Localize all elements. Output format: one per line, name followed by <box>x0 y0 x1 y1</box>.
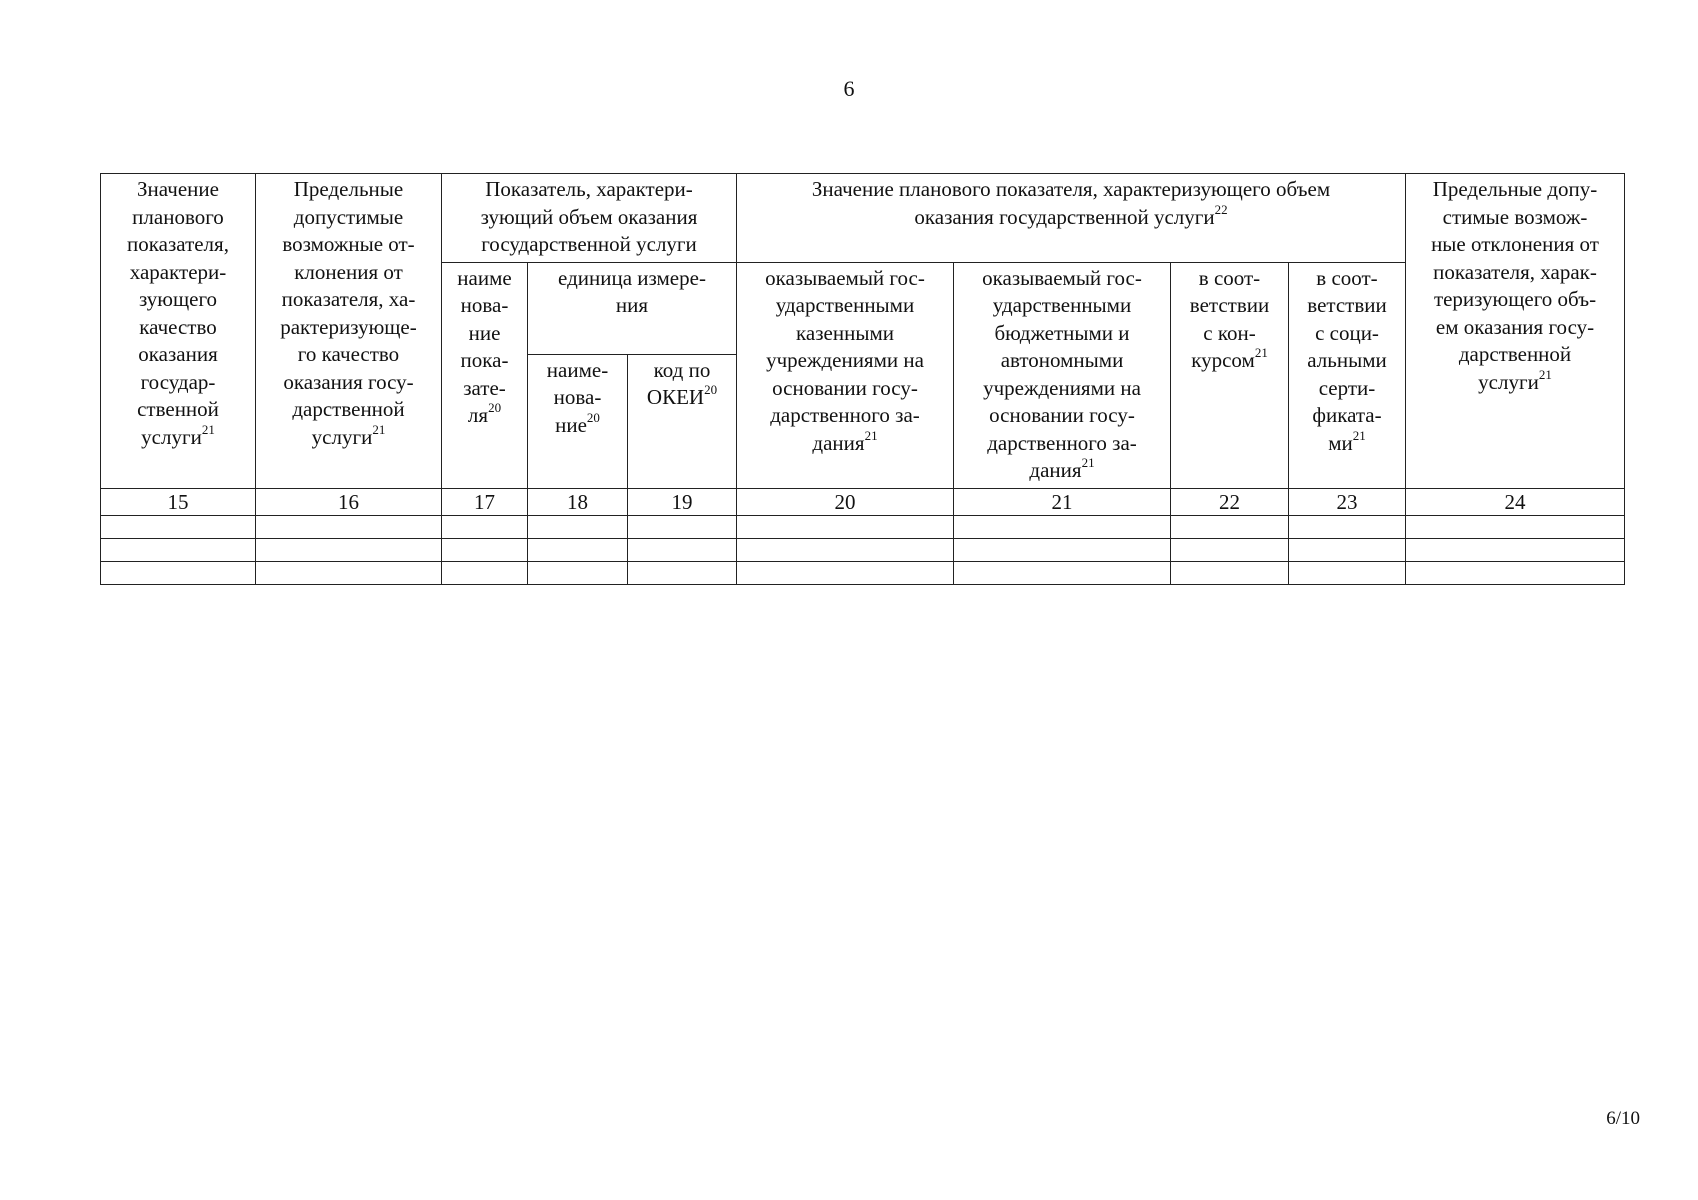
header-cell-23: в соот- ветствии с соци- альными серти- фиката- $ми^{21}$ <box>1289 262 1406 488</box>
table-cell[interactable] <box>528 561 628 584</box>
header-row-1 <box>101 174 1625 263</box>
footnote-ref: 22 <box>1214 201 1228 217</box>
table-cell[interactable] <box>442 515 528 538</box>
table-row <box>101 538 1625 561</box>
footnote-ref: 20 <box>488 400 502 415</box>
page-counter: 6/10 <box>1606 1108 1640 1129</box>
table-cell[interactable] <box>737 515 954 538</box>
table-cell[interactable] <box>101 515 256 538</box>
table-cell[interactable] <box>954 515 1171 538</box>
header-cell-20: оказываемый гос- ударственными казенными учреждениями на основании госу- дарственного за- дания$^{21}$ <box>737 262 954 488</box>
table-cell[interactable] <box>256 561 442 584</box>
column-number: 18 <box>528 488 628 515</box>
table-cell[interactable] <box>737 561 954 584</box>
column-number: 21 <box>954 488 1171 515</box>
table-cell[interactable] <box>1406 515 1625 538</box>
page-number: 6 <box>843 76 855 101</box>
table-cell[interactable] <box>628 538 737 561</box>
table-cell[interactable] <box>1289 515 1406 538</box>
table-cell[interactable] <box>442 561 528 584</box>
column-number: 19 <box>628 488 737 515</box>
header-group-plan-value: Значение планового показателя, характеризующего объем оказания государственной услуги$^{22}$ <box>737 174 1406 263</box>
footnote-ref: 21 <box>864 427 878 443</box>
header-cell-18: наиме- нова- ние$^{20}$ <box>528 354 628 488</box>
column-number: 17 <box>442 488 528 515</box>
header-group-indicator: Показатель, характери- зующий объем оказания государственной услуги <box>442 174 737 263</box>
table-cell[interactable] <box>528 538 628 561</box>
header-cell-17: наиме нова- ние пока- зате- $ля^{20}$ <box>442 262 528 488</box>
table-cell[interactable] <box>737 538 954 561</box>
column-number: 16 <box>256 488 442 515</box>
table-cell[interactable] <box>628 561 737 584</box>
table-cell[interactable] <box>1171 538 1289 561</box>
footnote-ref: 21 <box>1538 366 1552 382</box>
header-cell-15: Значение планового показателя, характери- зующего качество оказания государ- ственной услуги$^{21}$ <box>101 174 256 489</box>
table-cell[interactable] <box>1406 538 1625 561</box>
column-number-row <box>101 488 1625 515</box>
table-row <box>101 561 1625 584</box>
header-cell-19: код по ОКЕИ$^{20}$ <box>628 354 737 488</box>
table-cell[interactable] <box>954 561 1171 584</box>
column-number: 24 <box>1406 488 1625 515</box>
table-cell[interactable] <box>256 538 442 561</box>
column-number: 15 <box>101 488 256 515</box>
header-cell-21: оказываемый гос- ударственными бюджетными и автономными учреждениями на основании госу- дарственного за- дания$^{21}$ <box>954 262 1171 488</box>
header-group-unit: единица измере- ния <box>528 262 737 354</box>
footnote-ref: 21 <box>1081 455 1095 470</box>
table-cell[interactable] <box>528 515 628 538</box>
table-cell[interactable] <box>1171 561 1289 584</box>
table-cell[interactable] <box>101 561 256 584</box>
table-cell[interactable] <box>628 515 737 538</box>
footnote-ref: 21 <box>372 421 386 437</box>
footnote-ref: 21 <box>201 421 215 437</box>
service-volume-table <box>100 173 1625 585</box>
column-number: 23 <box>1289 488 1406 515</box>
header-cell-22: в соот- ветствии с кон- курсом$^{21}$ <box>1171 262 1289 488</box>
table-cell[interactable] <box>1289 561 1406 584</box>
header-cell-16: Предельные допустимые возможные от- клонения от показателя, ха- рактеризующе- го качество оказания госу- дарственной услуги$^{21}$ <box>256 174 442 489</box>
table-cell[interactable] <box>101 538 256 561</box>
table-cell[interactable] <box>1406 561 1625 584</box>
table-cell[interactable] <box>1289 538 1406 561</box>
table-cell[interactable] <box>954 538 1171 561</box>
header-cell-24: Предельные допу- стимые возмож- ные отклонения от показателя, харак- теризующего объ- ем оказания госу- дарственной услуги$^{21}$ <box>1406 174 1625 489</box>
footnote-ref: 21 <box>1352 427 1366 443</box>
footnote-ref: 20 <box>586 409 600 425</box>
table-row <box>101 515 1625 538</box>
table-cell[interactable] <box>442 538 528 561</box>
footnote-ref: 20 <box>704 382 718 398</box>
footnote-ref: 21 <box>1254 345 1268 360</box>
column-number: 22 <box>1171 488 1289 515</box>
table-cell[interactable] <box>1171 515 1289 538</box>
table-cell[interactable] <box>256 515 442 538</box>
column-number: 20 <box>737 488 954 515</box>
